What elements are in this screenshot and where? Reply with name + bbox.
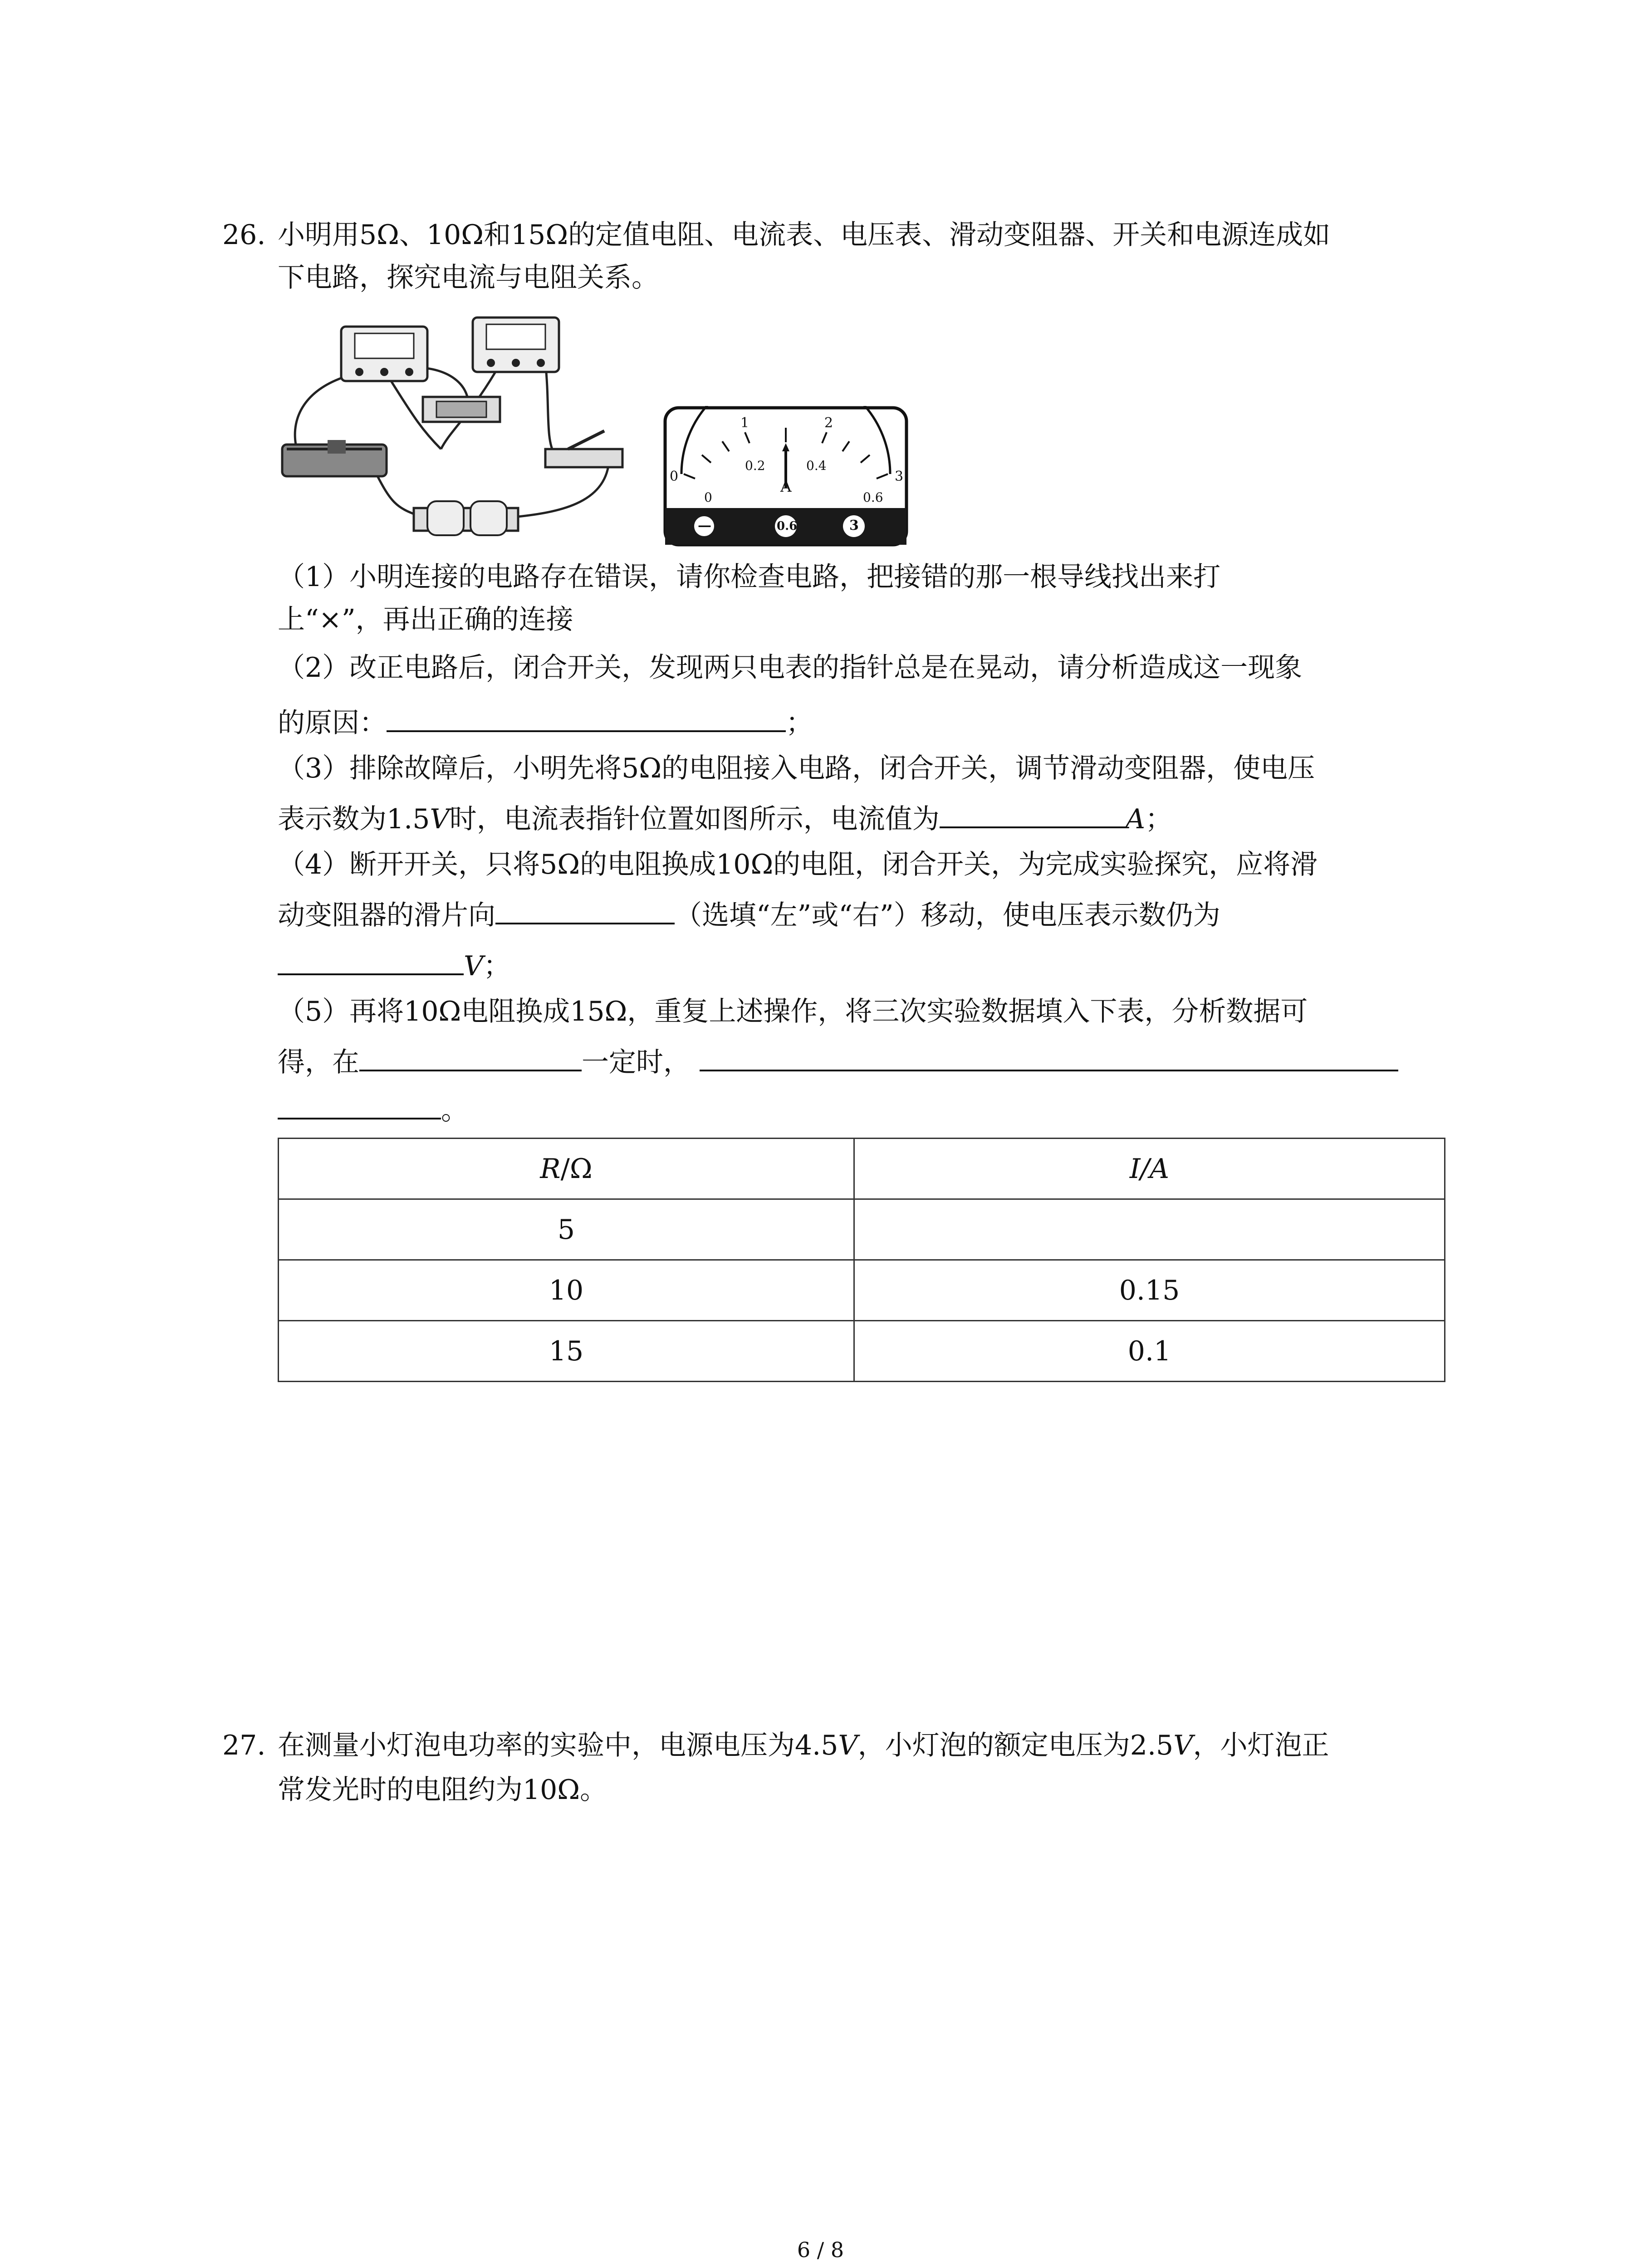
cell-current: 0.1 [854,1321,1445,1382]
table-row [279,1260,1445,1321]
q26-p4-text-a: 动变阻器的滑片向 [278,899,495,931]
q26-intro-line1: 小明用5Ω、10Ω和15Ω的定值电阻、电流表、电压表、滑动变阻器、开关和电源连成如 [278,219,1331,251]
q26-p4-volt-unit: V [464,950,484,982]
table-header-row [279,1139,1445,1199]
dial-lower-3: 0.6 [863,490,883,505]
ammeter-icon [473,318,559,372]
header-i-symbol: I [1129,1153,1141,1185]
data-table [278,1138,1445,1382]
question-number: 26. [222,219,266,251]
q26-p3-volt-unit: V [430,803,450,835]
rheostat-icon [282,440,387,476]
q27-text-b: ，小灯泡的额定电压为2.5 [857,1730,1174,1761]
resistor-icon [423,397,500,422]
wire [514,463,609,517]
q26-p3-text: 时，电流表指针位置如图所示，电流值为 [449,803,940,835]
cell-current[interactable] [854,1199,1445,1260]
q26-p2-line2 [278,702,813,741]
cell-resistance: 15 [279,1321,854,1382]
q26-intro-line2: 下电路，探究电流与电阻关系。 [278,262,659,293]
header-current [854,1139,1445,1199]
terminal-0-6: 0.6 [777,519,798,533]
q26-p4-semicolon: ； [483,950,511,982]
q26-p3-amp-unit: A [1125,803,1146,835]
q26-p3-line2 [278,798,1172,837]
header-r-symbol: R [540,1153,561,1185]
q26-p5-line2 [278,1041,1398,1080]
q26-p1-line2: 上“×”，再出正确的连接 [278,604,573,635]
q26-p4-line2 [278,894,1220,934]
q26-p5-text-b: 一定时， [582,1046,691,1078]
dial-upper-0: 0 [670,469,679,484]
q26-p3-semicolon: ； [1145,803,1173,835]
voltmeter-icon [341,327,427,381]
q27-volt-unit-1: V [838,1730,858,1761]
q27-line2: 常发光时的电阻约为10Ω。 [278,1774,607,1806]
terminal-3: 3 [849,518,859,533]
q26-p3-voltage: 表示数为1.5 [278,803,430,835]
dial-lower-1: 0.2 [745,458,765,473]
wire [295,376,346,445]
q26-p4-line3 [278,945,510,984]
table-row [279,1321,1445,1382]
q26-p5-line3 [278,1090,468,1129]
circuit-diagram [278,313,632,549]
dial-unit: A [780,478,792,496]
q27-text-a: 在测量小灯泡电功率的实验中，电源电压为4.5 [278,1730,838,1761]
q26-p5-text-a: 得，在 [278,1046,359,1078]
q26-p5-period: 。 [441,1095,468,1126]
q26-p2-line1: （2）改正电路后，闭合开关，发现两只电表的指针总是在晃动，请分析造成这一现象 [278,652,1303,684]
dial-upper-3: 3 [895,469,904,484]
q26-p4-line1: （4）断开开关，只将5Ω的电阻换成10Ω的电阻，闭合开关，为完成实验探究，应将滑 [278,849,1318,880]
answer-blank-4b[interactable] [278,945,464,975]
q27-volt-unit-2: V [1173,1730,1193,1761]
cell-resistance: 5 [279,1199,854,1260]
header-i-sep: / [1140,1153,1150,1185]
cell-current: 0.15 [854,1260,1445,1321]
q26-p2-label: 的原因： [278,707,387,739]
header-r-unit: /Ω [560,1153,593,1185]
q26-p4-text-b: （选填“左”或“右”）移动，使电压表示数仍为 [675,899,1220,931]
dial-upper-1: 1 [740,415,749,431]
terminal-negative: — [698,518,711,533]
dial-lower-2: 0.4 [806,458,827,473]
answer-blank-4a[interactable] [495,894,675,924]
dial-lower-0: 0 [704,490,712,505]
q27-text-c: ，小灯泡正 [1193,1730,1329,1761]
question-number: 27. [222,1730,266,1761]
page-number: 6 / 8 [797,2238,844,2262]
ammeter-dial [663,406,908,547]
answer-blank-5b[interactable] [700,1041,1398,1071]
answer-blank-3[interactable] [940,798,1126,828]
answer-blank-2[interactable] [387,702,786,732]
wire [545,363,554,454]
header-i-unit: A [1149,1153,1170,1185]
battery-icon [414,501,518,535]
cell-resistance: 10 [279,1260,854,1321]
q26-p1-line1: （1）小明连接的电路存在错误，请你检查电路，把接错的那一根导线找出来打 [278,561,1221,593]
q26-p2-semicolon: ； [786,707,813,739]
header-resistance [279,1139,854,1199]
switch-icon [545,431,622,467]
answer-blank-5c[interactable] [278,1090,441,1119]
dial-upper-2: 2 [824,415,833,431]
q26-p5-line1: （5）再将10Ω电阻换成15Ω，重复上述操作，将三次实验数据填入下表，分析数据可 [278,996,1308,1027]
table-row [279,1199,1445,1260]
q26-p3-line1: （3）排除故障后，小明先将5Ω的电阻接入电路，闭合开关，调节滑动变阻器，使电压 [278,753,1315,784]
q27-line1 [278,1727,1329,1764]
answer-blank-5a[interactable] [359,1041,582,1071]
